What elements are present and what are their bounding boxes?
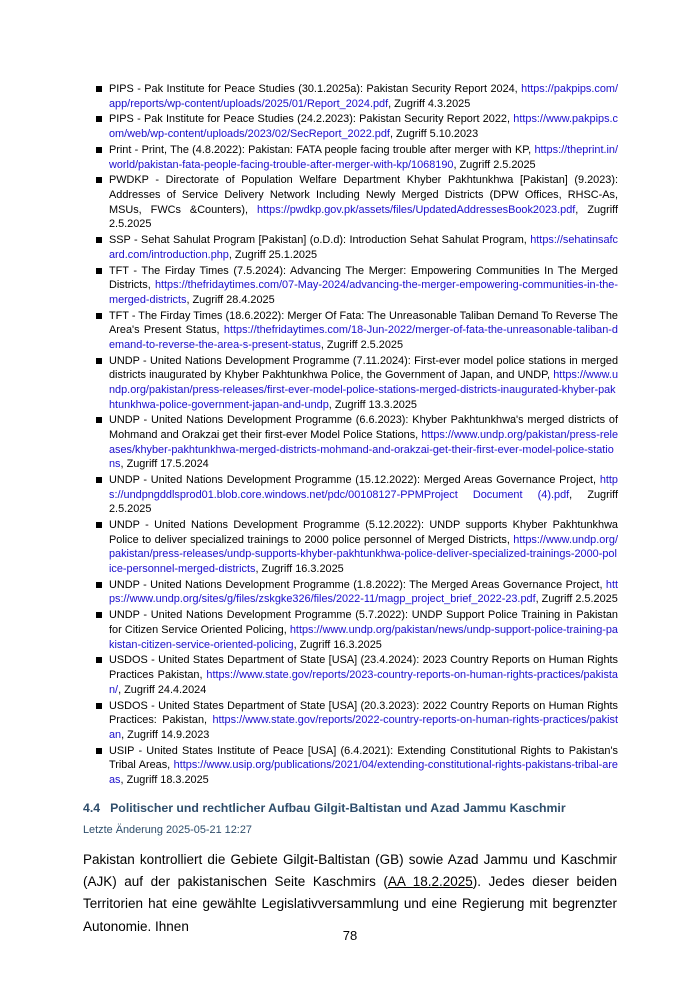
reference-access-date: , Zugriff 2.5.2025	[320, 338, 403, 351]
reference-access-date: , Zugriff 28.4.2025	[186, 293, 275, 306]
reference-access-date: , Zugriff 4.3.2025	[388, 97, 471, 110]
reference-text: UNDP - United Nations Development Programme (5.12.2022): UNDP supports Khyber Pakhtunkhwa Police to deliver specialized trainings to 2000 police personnel of Merged Districts,	[109, 519, 618, 546]
reference-url-link[interactable]: https://thefridaytimes.com/07-May-2024/advancing-the-merger-empowering-communities-in-the-merged-districts	[109, 279, 618, 306]
reference-url-link[interactable]: https://www.state.gov/reports/2023-country-reports-on-human-rights-practices/pakistan/	[109, 669, 618, 696]
reference-url-link[interactable]: https://undpngddlsprod01.blob.core.windows.net/pdc/00108127-PPMProject Document (4).pdf	[109, 474, 618, 501]
reference-url-link[interactable]: https://www.state.gov/reports/2022-country-reports-on-human-rights-practices/pakistan	[109, 714, 618, 741]
reference-access-date: , Zugriff 5.10.2023	[389, 128, 479, 141]
reference-item	[96, 744, 618, 788]
reference-url-link[interactable]: https://www.undp.org/pakistan/news/undp-support-police-training-pakistan-citizen-service-oriented-policing	[109, 623, 618, 651]
reference-text: TFT - The Firday Times (7.5.2024): Advancing The Merger: Empowering Communities In The Merged Districts,	[109, 264, 618, 292]
page-number: 78	[342, 928, 358, 943]
bullet-square-icon	[96, 268, 102, 274]
bullet-square-icon	[96, 313, 102, 319]
body-text-start: Pakistan kontrolliert die Gebiete Gilgit-Baltistan (GB) sowie Azad Jammu und Kaschmir (AJK) auf der pakistanischen Seite Kaschmirs (	[83, 852, 617, 890]
reference-url-link[interactable]: https://www.undp.org/pakistan/press-releases/first-ever-model-police-stations-merged-districts-inaugurated-khyber-pakhtunkhwa-police-government-japan-and-undp	[109, 369, 618, 411]
section-number: 4.4	[83, 801, 101, 815]
reference-access-date: , Zugriff 14.9.2023	[121, 728, 210, 741]
reference-url-link[interactable]: https://www.undp.org/pakistan/press-releases/khyber-pakhtunkhwa-merged-districts-mohmand-and-orakzai-get-their-first-ever-model-police-stations	[109, 429, 618, 471]
reference-url-link[interactable]: https://theprint.in/world/pakistan-fata-people-facing-trouble-after-merger-with-kp/1068190	[109, 143, 618, 171]
reference-url-link[interactable]: https://thefridaytimes.com/18-Jun-2022/merger-of-fata-the-unreasonable-taliban-demand-to-reverse-the-area-s-present-status	[109, 324, 618, 351]
reference-url-link[interactable]: https://pakpips.com/app/reports/wp-content/uploads/2025/01/Report_2024.pdf	[109, 83, 618, 110]
reference-text: Print - Print, The (4.8.2022): Pakistan: FATA people facing trouble after merger with KP,	[109, 143, 535, 156]
bullet-square-icon	[96, 86, 102, 92]
reference-access-date: , Zugriff 24.4.2024	[118, 683, 207, 696]
reference-url-link[interactable]: https://www.pakpips.com/web/wp-content/uploads/2023/02/SecReport_2022.pdf	[109, 113, 618, 141]
reference-item	[96, 413, 618, 471]
bullet-square-icon	[96, 582, 102, 588]
reference-item	[96, 578, 618, 607]
bullet-square-icon	[96, 116, 102, 122]
reference-access-date: , Zugriff 13.3.2025	[328, 398, 417, 411]
reference-text: PWDKP - Directorate of Population Welfare Department Khyber Pakhtunkhwa [Pakistan] (9.2023): Addresses of Service Delivery Network Including Newly Merged Districts (DPW Offices, RHSC-As, MSUs, FWCs &Counters),	[109, 174, 618, 216]
reference-access-date: , Zugriff 2.5.2025	[453, 158, 536, 171]
reference-access-date: , Zugriff 18.3.2025	[120, 773, 209, 786]
reference-item	[96, 354, 618, 412]
reference-url-link[interactable]: https://www.usip.org/publications/2021/04/extending-constitutional-rights-pakistans-tribal-areas	[109, 759, 618, 786]
section-heading	[83, 801, 623, 815]
reference-text: USIP - United States Institute of Peace [USA] (6.4.2021): Extending Constitutional Rights to Pakistan's Tribal Areas,	[109, 744, 618, 772]
reference-access-date: , Zugriff 2.5.2025	[535, 593, 618, 606]
body-paragraph	[83, 849, 617, 938]
bullet-square-icon	[96, 657, 102, 663]
body-text-end: ). Jedes dieser beiden Territorien hat eine gewählte Legislativversammlung und eine Regierung mit begrenzter Autonomie. Ihnen	[83, 874, 617, 934]
bullet-square-icon	[96, 748, 102, 754]
bullet-square-icon	[96, 522, 102, 528]
reference-access-date: , Zugriff 16.3.2025	[255, 562, 344, 575]
bullet-square-icon	[96, 177, 102, 183]
bullet-square-icon	[96, 417, 102, 423]
reference-item	[96, 173, 618, 231]
reference-text: UNDP - United Nations Development Programme (6.6.2023): Khyber Pakhtunkhwa's merged districts of Mohmand and Orakzai get their first-ever Model Police Stations,	[109, 414, 618, 442]
bullet-square-icon	[96, 147, 102, 153]
reference-item	[96, 518, 618, 576]
reference-text: UNDP - United Nations Development Programme (7.11.2024): First-ever model police stations in merged districts inaugurated by Khyber Pakhtunkhwa Police, the Government of Japan, and UNDP,	[109, 354, 618, 382]
bullet-square-icon	[96, 612, 102, 618]
reference-item	[96, 608, 618, 652]
reference-text: PIPS - Pak Institute for Peace Studies (24.2.2023): Pakistan Security Report 2022,	[109, 113, 514, 126]
bullet-square-icon	[96, 703, 102, 709]
reference-item	[96, 309, 618, 353]
reference-item	[96, 699, 618, 743]
reference-access-date: , Zugriff 17.5.2024	[120, 458, 209, 471]
reference-url-link[interactable]: https://www.undp.org/pakistan/press-releases/undp-supports-khyber-pakhtunkhwa-police-deliver-specialized-trainings-2000-police-personnel-merged-districts	[109, 533, 618, 575]
reference-list	[96, 82, 618, 789]
section-title-text: Politischer und rechtlicher Aufbau Gilgit-Baltistan und Azad Jammu Kaschmir	[110, 801, 566, 815]
reference-item	[96, 143, 618, 172]
reference-access-date: , Zugriff 2.5.2025	[109, 203, 618, 231]
reference-text: TFT - The Firday Times (18.6.2022): Merger Of Fata: The Unreasonable Taliban Demand To Reverse The Area's Present Status,	[109, 309, 618, 337]
reference-access-date: , Zugriff 25.1.2025	[228, 248, 318, 261]
reference-text: PIPS - Pak Institute for Peace Studies (30.1.2025a): Pakistan Security Report 2024,	[109, 83, 522, 95]
reference-text: SSP - Sehat Sahulat Program [Pakistan] (o.D.d): Introduction Sehat Sahulat Program,	[109, 234, 531, 247]
reference-item	[96, 653, 618, 697]
reference-url-link[interactable]: https://pwdkp.gov.pk/assets/files/UpdatedAddressesBook2023.pdf	[257, 203, 576, 216]
bullet-square-icon	[96, 477, 102, 483]
bullet-square-icon	[96, 358, 102, 364]
reference-text: UNDP - United Nations Development Programme (1.8.2022): The Merged Areas Governance Project,	[109, 578, 606, 591]
reference-access-date: , Zugriff 2.5.2025	[109, 488, 619, 516]
reference-item	[96, 264, 618, 308]
reference-item	[96, 112, 618, 141]
reference-text: USDOS - United States Department of State [USA] (23.4.2024): 2023 Country Reports on Human Rights Practices Pakistan,	[109, 654, 618, 682]
bullet-square-icon	[96, 237, 102, 243]
reference-url-link[interactable]: https://www.undp.org/sites/g/files/zskgke326/files/2022-11/magp_project_brief_2022-23.pdf	[109, 578, 618, 606]
reference-item	[96, 233, 618, 262]
reference-item	[96, 82, 618, 111]
reference-text: USDOS - United States Department of State [USA] (20.3.2023): 2022 Country Reports on Human Rights Practices: Pakistan,	[109, 699, 618, 727]
last-change-date: Letzte Änderung 2025-05-21 12:27	[83, 824, 252, 836]
reference-item	[96, 473, 618, 517]
citation-link[interactable]: AA 18.2.2025	[387, 874, 473, 890]
reference-text: UNDP - United Nations Development Programme (15.12.2022): Merged Areas Governance Project,	[109, 474, 600, 487]
reference-text: UNDP - United Nations Development Programme (5.7.2022): UNDP Support Police Training in Pakistan for Citizen Service Oriented Policing,	[109, 609, 618, 636]
reference-url-link[interactable]: https://sehatinsafcard.com/introduction.php	[109, 234, 618, 261]
reference-access-date: , Zugriff 16.3.2025	[293, 638, 382, 651]
